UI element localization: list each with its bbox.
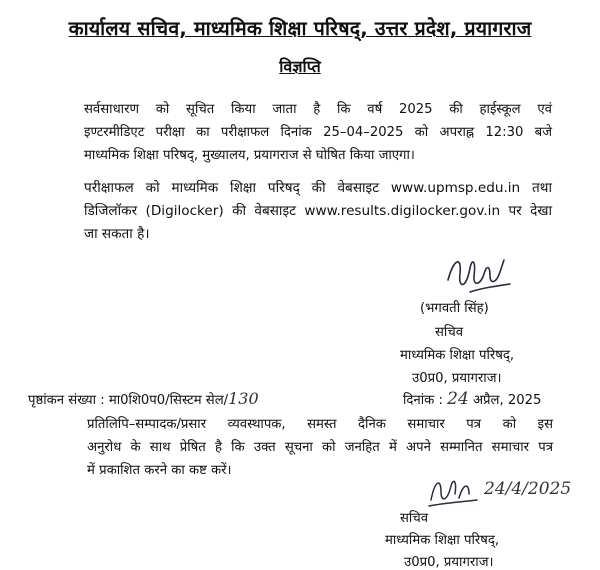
signatory-designation: सचिव (435, 325, 464, 340)
endorsement-designation: सचिव (400, 511, 429, 526)
reference-label: पृष्ठांकन संख्या : मा0शि0प0/सिस्टम सेल/ (28, 393, 229, 408)
website-line: डिजिलॉकर (Digilocker) की वेबसाइट www.results.digilocker.gov.in पर देखा (84, 203, 552, 219)
announcement-paragraph (84, 98, 552, 167)
reference-handwritten-number: 130 (228, 389, 259, 408)
signatory-office: माध्यमिक शिक्षा परिषद्, (400, 348, 515, 363)
signatory-name: (भगवती सिंह) (420, 301, 489, 316)
endorsement-office: माध्यमिक शिक्षा परिषद्, (385, 533, 500, 548)
announcement-line: इण्टरमीडिएट परीक्षा का परीक्षाफल दिनांक 25–04–2025 को अपराह्न 12:30 बजे (84, 125, 552, 140)
endorsement-date (403, 389, 541, 409)
website-line: परीक्षाफल को माध्यमिक शिक्षा परिषद् की वेबसाइट www.upmsp.edu.in तथा (84, 180, 552, 196)
secretary-signature-icon (440, 250, 520, 300)
announcement-line: सर्वसाधारण को सूचित किया जाता है कि वर्ष 2025 की हाईस्कूल एवं (84, 102, 552, 117)
signatory-place: उ0प्र0, प्रयागराज। (412, 371, 502, 386)
notice-heading: विज्ञप्ति (279, 57, 321, 76)
copy-line: में प्रकाशित करने का कष्ट करें। (87, 463, 232, 478)
announcement-line: माध्यमिक शिक्षा परिषद्, मुख्यालय, प्रयागराज से घोषित किया जाएगा। (84, 148, 415, 163)
handwritten-sign-date: 24/4/2025 (484, 479, 572, 499)
date-printed: अप्रैल, 2025 (472, 393, 542, 408)
endorsement-place: उ0प्र0, प्रयागराज। (404, 555, 494, 570)
copy-line: अनुरोध के साथ प्रेषित है कि उक्त सूचना को जनहित में अपने सम्मानित समाचार पत्र (87, 440, 553, 455)
date-handwritten-day: 24 (447, 389, 469, 409)
date-label: दिनांक : (403, 393, 443, 408)
website-paragraph (84, 177, 552, 246)
copy-line: प्रतिलिपि–सम्पादक/प्रसार व्यवस्थापक, समस्त दैनिक समाचार पत्र को इस (87, 417, 553, 432)
reference-number (28, 389, 259, 408)
endorsement-signature-icon (425, 470, 485, 510)
office-title: कार्यालय सचिव, माध्यमिक शिक्षा परिषद्, उत्तर प्रदेश, प्रयागराज (68, 17, 532, 40)
website-line: जा सकता है। (84, 226, 150, 242)
